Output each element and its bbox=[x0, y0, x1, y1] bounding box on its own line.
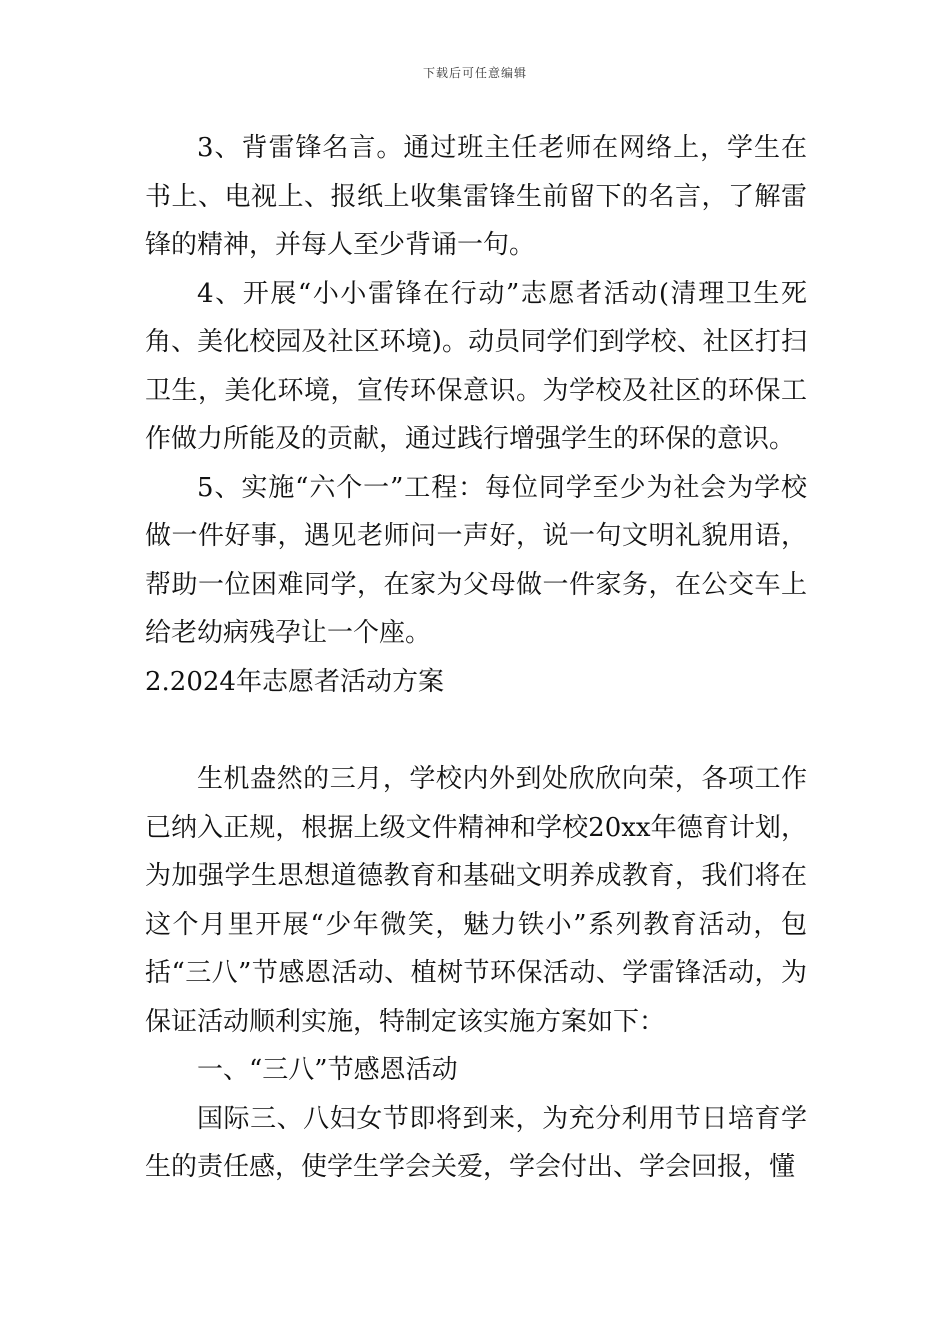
document-body bbox=[145, 124, 807, 1192]
paragraph-six-ones-project: 5、实施“六个一”工程：每位同学至少为社会为学校做一件好事，遇见老师问一声好，说一句文明礼貌用语，帮助一位困难同学，在家为父母做一件家务，在公交车上给老幼病残孕让一个座。 bbox=[145, 472, 807, 648]
paragraph-womens-day: 国际三、八妇女节即将到来，为充分利用节日培育学生的责任感，使学生学会关爱，学会付出、学会回报，懂 bbox=[145, 1103, 807, 1182]
section-title: 2.2024年志愿者活动方案 bbox=[145, 666, 444, 697]
paragraph-introduction: 生机盎然的三月，学校内外到处欣欣向荣，各项工作已纳入正规，根据上级文件精神和学校20xx年德育计划，为加强学生思想道德教育和基础文明养成教育，我们将在这个月里开展“少年微笑，魅力铁小”系列教育活动，包括“三八”节感恩活动、植树节环保活动、学雷锋活动，为保证活动顺利实施，特制定该实施方案如下： bbox=[145, 764, 807, 1037]
page-header: 下载后可任意编辑 bbox=[422, 66, 527, 80]
paragraph-volunteer-activity: 4、开展“小小雷锋在行动”志愿者活动(清理卫生死角、美化校园及社区环境)。动员同学们到学校、社区打扫卫生，美化环境，宣传环保意识。为学校及社区的环保工作做力所能及的贡献，通过践行增强学生的环保的意识。 bbox=[145, 278, 807, 454]
subheading-womens-day: 一、“三八”节感恩活动 bbox=[197, 1055, 458, 1085]
paragraph-memorize-quotes: 3、背雷锋名言。通过班主任老师在网络上，学生在书上、电视上、报纸上收集雷锋生前留下的名言，了解雷锋的精神，并每人至少背诵一句。 bbox=[145, 133, 807, 260]
blank-line bbox=[145, 706, 807, 755]
